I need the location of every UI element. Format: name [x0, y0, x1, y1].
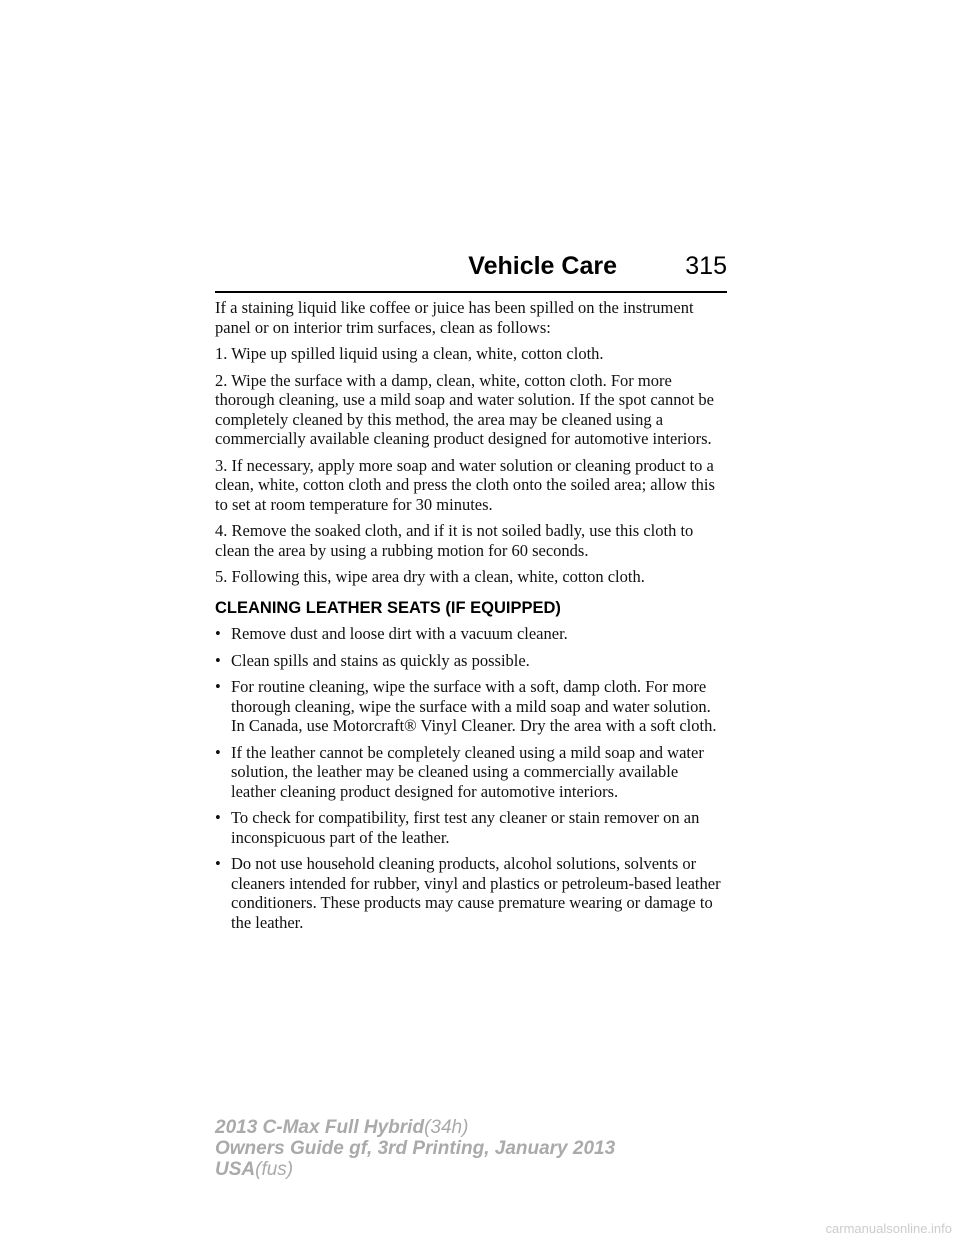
- list-item: [215, 651, 727, 671]
- step-4: 4. Remove the soaked cloth, and if it is not soiled badly, use this cloth to clean the area by using a rubbing motion for 60 seconds.: [215, 521, 694, 560]
- footer-printing-line: Owners Guide gf, 3rd Printing, January 2013: [215, 1138, 616, 1159]
- footer-model-line: [215, 1117, 615, 1138]
- list-item-text: Do not use household cleaning products, alcohol solutions, solvents or cleaners intended for rubber, vinyl and plastics or petroleum-based leather conditioners. These products may cause premature wearing or damage to the leather.: [231, 854, 721, 932]
- section-heading-leather: CLEANING LEATHER SEATS (IF EQUIPPED): [215, 598, 561, 617]
- list-item: [215, 854, 727, 932]
- footer-market: USA: [215, 1159, 256, 1180]
- list-item: [215, 743, 727, 802]
- page-content: [215, 298, 727, 939]
- site-watermark: carmanualsonline.info: [825, 1221, 952, 1236]
- list-item: [215, 808, 727, 847]
- header-divider: [215, 291, 727, 293]
- bullet-icon: •: [215, 677, 221, 696]
- footer-market-line: [215, 1159, 615, 1180]
- page-header: [215, 252, 727, 286]
- footer-model: 2013 C-Max Full Hybrid: [215, 1117, 425, 1138]
- list-item-text: Remove dust and loose dirt with a vacuum cleaner.: [231, 624, 568, 643]
- list-item-text: If the leather cannot be completely cleaned using a mild soap and water solution, the leather may be cleaned using a commercially available leather cleaning product designed for automotive interiors.: [231, 742, 704, 801]
- bullet-icon: •: [215, 742, 221, 762]
- intro-paragraph: If a staining liquid like coffee or juice has been spilled on the instrument panel or on interior trim surfaces, clean as follows:: [215, 298, 694, 337]
- list-item-text: To check for compatibility, first test any cleaner or stain remover on an inconspicuous part of the leather.: [231, 808, 700, 847]
- footer-market-code: (fus): [255, 1159, 294, 1180]
- list-item: [215, 624, 727, 644]
- section-title: Vehicle Care: [468, 252, 617, 280]
- bullet-icon: •: [215, 650, 221, 670]
- step-1: 1. Wipe up spilled liquid using a clean, white, cotton cloth.: [215, 344, 604, 363]
- bullet-icon: •: [215, 808, 221, 827]
- list-item: [215, 677, 727, 736]
- list-item-text: For routine cleaning, wipe the surface with a soft, damp cloth. For more thorough cleaning, wipe the surface with a mild soap and water solution. In Canada, use Motorcraft® Vinyl Cleaner. Dry the area with a soft cloth.: [231, 677, 717, 735]
- list-item-text: Clean spills and stains as quickly as possible.: [231, 650, 530, 670]
- page-number: 315: [685, 252, 727, 280]
- bullet-icon: •: [215, 624, 221, 643]
- bullet-icon: •: [215, 854, 221, 873]
- step-3: 3. If necessary, apply more soap and water solution or cleaning product to a clean, white, cotton cloth and press the cloth onto the soiled area; allow this to set at room temperature for 30 minutes.: [215, 455, 715, 514]
- footer-model-code: (34h): [424, 1117, 469, 1138]
- step-2: 2. Wipe the surface with a damp, clean, white, cotton cloth. For more thorough cleaning, use a mild soap and water solution. If the spot cannot be completely cleaned by this method, the area may be cleaned using a commercially available cleaning product designed for automotive interiors.: [215, 370, 715, 448]
- page-footer: [215, 1117, 615, 1180]
- leather-care-list: [215, 624, 727, 932]
- step-5: 5. Following this, wipe area dry with a clean, white, cotton cloth.: [215, 567, 645, 586]
